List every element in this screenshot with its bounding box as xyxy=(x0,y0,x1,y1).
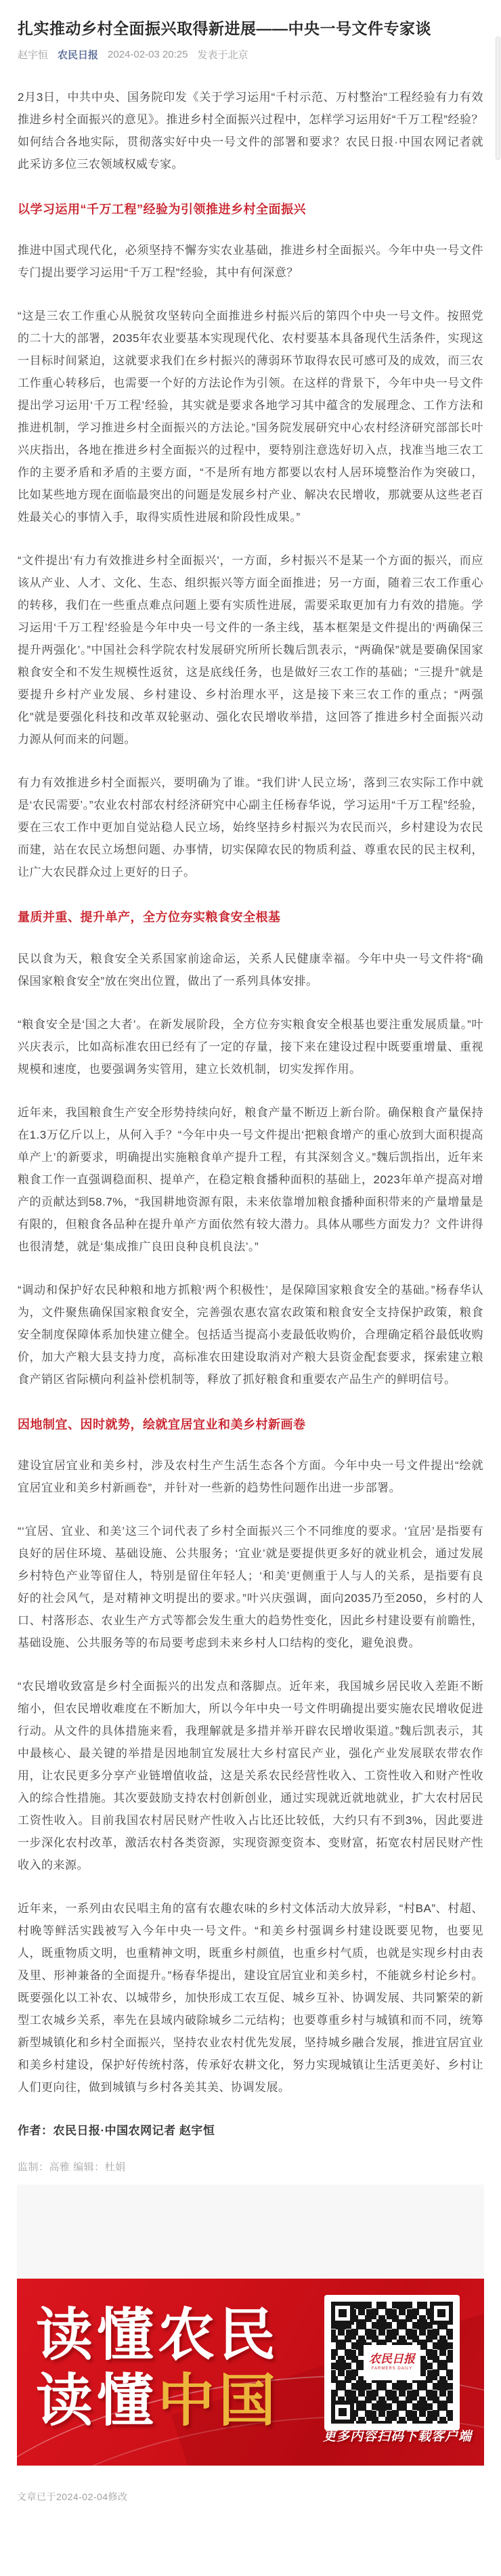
article-page xyxy=(0,18,501,2517)
author-name: 赵宇恒 xyxy=(18,49,49,62)
paragraph: 推进中国式现代化，必须坚持不懈夯实农业基础，推进乡村全面振兴。今年中央一号文件专门提出要学习运用“千万工程”经验，其中有何深意？ xyxy=(18,244,483,280)
paragraph: “农民增收致富是乡村全面振兴的出发点和落脚点。近年来，我国城乡居民收入差距不断缩小，但农民增收难度在不断加大，所以今年中央一号文件明确提出要实施农民增收促进行动。从文件的具体措施来看，我理解就是多措并举开辟农民增收渠道。”魏后凯表示，其中最核心、最关键的举措是因地制宜发展壮大乡村富民产业，强化产业发展联农带农作用，让农民更多分享产业链增值收益，这是关系农民经营性收入、工资性收入和财产性收入的综合性措施。其次要鼓励支持农村创新创业，通过实现就近就地就业，扩大农村居民工资性收入。目前我国农村居民财产性收入占比还比较低，大约只有不到3%，因此要进一步深化农村改革，激活农村各类资源，实现资源变资本、变财富，拓宽农村居民财产性收入的来源。 xyxy=(18,1679,483,1872)
paragraph: 民以食为天，粮食安全关系国家前途命运，关系人民健康幸福。今年中央一号文件将“确保国家粮食安全”放在突出位置，做出了一系列具体安排。 xyxy=(18,952,483,988)
paragraph: 近年来，一系列由农民唱主角的富有农趣农味的乡村文体活动大放异彩，“村BA”、村超、村晚等鲜活实践被写入今年中央一号文件。“和美乡村强调乡村建设既要见物，也要见人，既重物质文明，也重精神文明，既重乡村颜值，也重乡村气质，也就是实现乡村由表及里、形神兼备的全面提升。”杨春华提出，建设宜居宜业和美乡村，不能就乡村论乡村。既要强化以工补农、以城带乡，加快形成工农互促、城乡互补、协调发展、共同繁荣的新型工农城乡关系，率先在县域内破除城乡二元结构；也要尊重乡村与城镇和而不同，统筹新型城镇化和乡村全面振兴，坚持农业农村优先发展，坚持城乡融合发展，推进宜居宜业和美乡村建设，保护好传统村落，传承好农耕文化，努力实现城镇让生活更美好、乡村让人们更向往，做到城镇与乡村各美其美、协调发展。 xyxy=(18,1901,483,2094)
banner-slogan xyxy=(36,2302,280,2433)
qr-code xyxy=(324,2295,460,2430)
qr-caption: 更多内容扫码下载客户端 xyxy=(322,2429,472,2444)
promo-banner-image[interactable] xyxy=(17,2279,484,2466)
banner-slogan-line2 xyxy=(36,2367,280,2433)
paragraph: 2月3日，中共中央、国务院印发《关于学习运用“千村示范、万村整治”工程经验有力有效推进乡村全面振兴的意见》。推进乡村全面振兴过程中，怎样学习运用好“千万工程”经验？如何结合各地实际，贯彻落实好中央一号文件的部署和要求？农民日报·中国农网记者就此采访多位三农领域权威专家。 xyxy=(18,91,483,171)
account-link[interactable]: 农民日报 xyxy=(58,49,99,62)
editor-credits: 监制：高雅 编辑：杜娟 xyxy=(18,2161,126,2173)
banner-slogan-line2-white: 读懂 xyxy=(36,2366,158,2434)
paragraph: 建设宜居宜业和美乡村，涉及农村生产生活生态各个方面。今年中央一号文件提出“绘就宜居宜业和美乡村新画卷”，并针对一些新的趋势性问题作出进一步部署。 xyxy=(18,1458,483,1494)
qr-finder-icon xyxy=(331,2302,354,2325)
promo-banner-blank-area xyxy=(17,2184,484,2279)
section-heading: 以学习运用“千万工程”经验为引领推进乡村全面振兴 xyxy=(18,203,306,217)
paragraph: 近年来，我国粮食生产安全形势持续向好，粮食产量不断迈上新台阶。确保粮食产量保持在1.3万亿斤以上，从何入手？“今年中央一号文件提出‘把粮食增产的重心放到大面积提高单产上’的新要求，明确提出实施粮食单产提升工程，有其深刻含义。”魏后凯指出，近年来粮食工作一直强调稳面积、提单产，在稳定粮食播种面积的基础上，2023年单产提高对增产的贡献达到58.7%，“我国耕地资源有限，未来依靠增加粮食播种面积带来的产量增量是有限的，但粮食各品种在提升单产方面依然有较大潜力。具体从哪些方面发力？文件讲得也很清楚，就是‘集成推广良田良种良机良法’。” xyxy=(18,1105,483,1253)
author-credit-line: 作者：农民日报·中国农网记者 赵宇恒 xyxy=(18,2124,215,2137)
paragraph: 有力有效推进乡村全面振兴，要明确为了谁。“我们讲‘人民立场’，落到三农实际工作中就是‘农民需要’。”农业农村部农村经济研究中心副主任杨春华说，学习运用“千万工程”经验，要在三农工作中更加自觉站稳人民立场，始终坚持乡村振兴为农民而兴，乡村建设为农民而建，站在农民立场想问题、办事情，切实保障农民的物质利益、尊重农民的民主权利，让广大农民群众过上更好的日子。 xyxy=(18,776,483,879)
section-heading: 因地制宜、因时就势，绘就宜居宜业和美乡村新画卷 xyxy=(18,1417,306,1431)
page-title: 扎实推动乡村全面振兴取得新进展——中央一号文件专家谈 xyxy=(18,20,431,37)
banner-slogan-line1: 读懂农民 xyxy=(36,2300,280,2368)
paragraph: “文件提出‘有力有效推进乡村全面振兴’，一方面，乡村振兴不是某一个方面的振兴，而应该从产业、人才、文化、生态、组织振兴等方面全面推进；另一方面，随着三农工作重心的转移，我们在一些重点难点问题上要有实质性进展，需要采取更加有力有效的措施。学习运用‘千万工程’经验是今年中央一号文件的一条主线，基本框架是文件提出的‘两确保三提升两强化’。”中国社会科学院农村发展研究所所长魏后凯表示，“两确保”就是要确保国家粮食安全和不发生规模性返贫，这是底线任务，也是做好三农工作的基础；“三提升”就是要提升乡村产业发展、乡村建设、乡村治理水平，这是接下来三农工作的重点；“两强化”就是要强化科技和改革双轮驱动、强化农民增收举措，这回答了推进乡村全面振兴动力源从何而来的问题。 xyxy=(18,554,483,746)
promo-banner[interactable] xyxy=(17,2184,484,2466)
farmers-daily-logo-en: FARMERS DAILY xyxy=(371,2367,413,2371)
byline xyxy=(18,47,483,62)
section-heading: 量质并重、提升单产，全方位夯实粮食安全根基 xyxy=(18,910,281,925)
paragraph: “调动和保护好农民种粮和地方抓粮‘两个积极性’，是保障国家粮食安全的基础。”杨春华认为，文件聚焦确保国家粮食安全，完善强农惠农富农政策和粮食安全支持保护政策，粮食安全制度保障体系加快建立健全。包括适当提高小麦最低收购价，合理确定稻谷最低收购价，加大产粮大县支持力度，高标准农田建设取消对产粮大县资金配套要求，探索建立粮食产销区省际横向利益补偿机制等，释放了抓好粮食和重要农产品生产的鲜明信号。 xyxy=(18,1283,483,1386)
publish-location: 发表于北京 xyxy=(197,49,248,62)
qr-finder-icon xyxy=(331,2401,354,2424)
qr-center-logo xyxy=(364,2345,420,2380)
paragraph: “‘宜居、宜业、和美’这三个词代表了乡村全面振兴三个不同维度的要求。‘宜居’是指要有良好的居住环境、基础设施、公共服务；‘宜业’就是要提供更多好的就业机会，通过发展乡村特色产业等留住人，特别是留住年轻人；‘和美’更侧重于人与人的关系，是指要有良好的社会风气，是对精神文明提出的要求。”叶兴庆强调，面向2035乃至2050，乡村的人口、村落形态、农业生产方式等都会发生重大的趋势性变化，因此乡村建设要有前瞻性，基础设施、公共服务等的布局要考虑到未来乡村人口结构的变化，避免浪费。 xyxy=(18,1524,483,1649)
banner-slogan-line2-gold: 中国 xyxy=(158,2366,280,2434)
farmers-daily-logo: 农民日报 xyxy=(369,2352,415,2367)
paragraph: “这是三农工作重心从脱贫攻坚转向全面推进乡村振兴后的第四个中央一号文件。按照党的二十大的部署，2035年农业要基本实现现代化、农村要基本具备现代生活条件，实现这一目标时间紧迫，这就要求我们在乡村振兴的薄弱环节取得农民可感可及的成效，而三农工作重心转移后，也需要一个好的方法论作为引领。在这样的背景下，今年中央一号文件提出学习运用‘千万工程’经验，其实就是要求各地学习其中蕴含的发展理念、工作方法和推进机制，学习推进乡村全面振兴的方法论。”国务院发展研究中心农村经济研究部部长叶兴庆指出，各地在推进乡村全面振兴的过程中，要特别注意选好切入点，找准当地三农工作的主要矛盾和矛盾的主要方面，“不是所有地方都要以农村人居环境整治作为突破口，比如某些地方现在面临最突出的问题是发展乡村产业、解决农民增收，那就要从这些老百姓最关心的事情入手，取得实质性进展和阶段性成果。” xyxy=(18,310,483,524)
publish-datetime: 2024-02-03 20:25 xyxy=(108,49,188,61)
qr-finder-icon xyxy=(430,2302,453,2325)
scrollbar[interactable] xyxy=(496,37,500,160)
revision-note: 文章已于2024-02-04修改 xyxy=(17,2491,128,2502)
paragraph: “粮食安全是‘国之大者’。在新发展阶段，全方位夯实粮食安全根基也要注重发展质量。”叶兴庆表示，比如高标准农田已经有了一定的存量，接下来在建设过程中既要重增量、重视规模和速度，也要强调务实管用，建立长效机制，切实发挥作用。 xyxy=(18,1017,483,1076)
